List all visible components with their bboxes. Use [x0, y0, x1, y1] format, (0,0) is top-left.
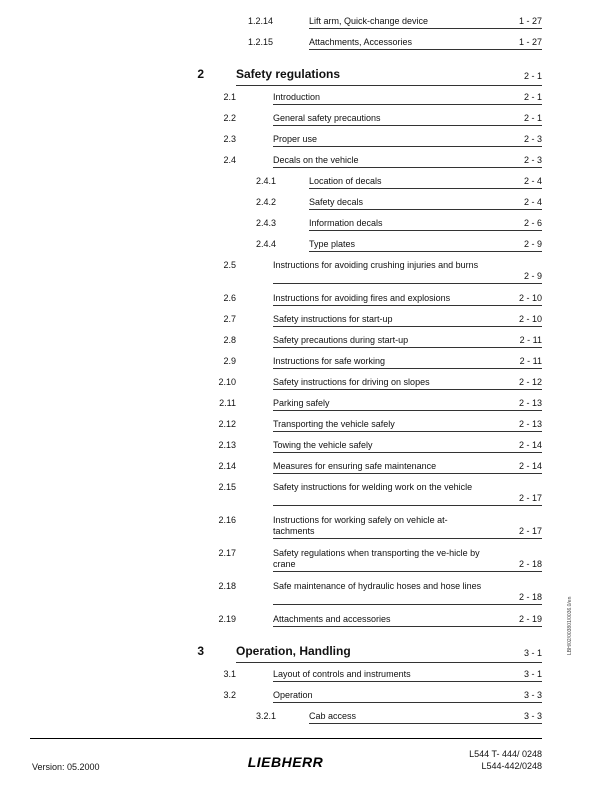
- toc-entry-title: General safety precautions: [273, 113, 381, 123]
- toc-entry-number: 3.2: [223, 690, 236, 700]
- toc-entry-page: 2 - 13: [518, 398, 542, 408]
- toc-entry-number: 2.19: [218, 614, 236, 624]
- toc-entry[interactable]: [0, 711, 612, 725]
- toc-entry-number: 2.4.4: [255, 239, 276, 249]
- toc-entry-underline: [309, 28, 542, 29]
- toc-entry[interactable]: [0, 440, 612, 454]
- toc-entry[interactable]: [0, 176, 612, 190]
- toc-entry[interactable]: [0, 419, 612, 433]
- toc-entry-page: 2 - 14: [518, 440, 542, 450]
- model-number-line-1: L544 T- 444/ 0248: [469, 749, 542, 759]
- toc-entry-underline: [273, 104, 542, 105]
- logo-text: LIEBHERR: [247, 755, 324, 769]
- toc-entry-page: 1 - 27: [518, 16, 542, 26]
- toc-entry-title: Information decals: [309, 218, 383, 228]
- toc-entry-title: Measures for ensuring safe maintenance: [273, 461, 437, 471]
- toc-entry-title: Operation: [273, 690, 313, 700]
- toc-entry-number: 2.14: [218, 461, 236, 471]
- toc-entry-page: 2 - 13: [518, 419, 542, 429]
- toc-entry-underline: [273, 167, 542, 168]
- toc-entry-title: Cab access: [309, 711, 357, 721]
- toc-entry-page: 2 - 10: [518, 314, 542, 324]
- toc-entry-page: 2 - 4: [523, 176, 542, 186]
- toc-entry-title: Safe maintenance of hydraulic hoses and hose lines: [273, 581, 482, 591]
- toc-entry[interactable]: [0, 461, 612, 475]
- toc-entry-number: 2.4.1: [255, 176, 276, 186]
- toc-entry-page: 2 - 19: [518, 614, 542, 624]
- toc-entry[interactable]: [0, 260, 612, 285]
- toc-entry-number: 3.1: [223, 669, 236, 679]
- toc-entry-number: 2.2: [223, 113, 236, 123]
- toc-entry-page: 2 - 18: [518, 559, 542, 569]
- toc-entry-title: Attachments, Accessories: [309, 37, 413, 47]
- toc-entry[interactable]: [0, 314, 612, 328]
- toc-entry[interactable]: [0, 377, 612, 391]
- toc-entry-underline: [273, 473, 542, 474]
- toc-entry-number: 2.15: [218, 482, 236, 492]
- toc-entry-number: 2.6: [223, 293, 236, 303]
- toc-entry-number: 3.2.1: [255, 711, 276, 721]
- toc-entry-underline: [273, 571, 542, 572]
- toc-entry-title: Proper use: [273, 134, 318, 144]
- toc-entry-underline: [273, 681, 542, 682]
- toc-entry[interactable]: [0, 113, 612, 127]
- toc-entry-number: 2.9: [223, 356, 236, 366]
- toc-entry-title: Safety instructions for start-up: [273, 314, 393, 324]
- toc-entry-underline: [273, 305, 542, 306]
- toc-entry-underline: [273, 326, 542, 327]
- toc-entry-number: 2.16: [218, 515, 236, 525]
- toc-entry-title: Type plates: [309, 239, 356, 249]
- toc-entry-page: 2 - 14: [518, 461, 542, 471]
- footer-divider: [30, 738, 542, 739]
- toc-entry-title: Instructions for working safely on vehicle at-tachments: [273, 515, 448, 536]
- toc-entry[interactable]: [0, 398, 612, 412]
- toc-entry-title: Decals on the vehicle: [273, 155, 359, 165]
- toc-entry-page: 2 - 1: [523, 71, 542, 81]
- toc-entry-title: Location of decals: [309, 176, 382, 186]
- toc-entry-underline: [309, 209, 542, 210]
- toc-entry-title: Safety decals: [309, 197, 364, 207]
- toc-entry-title: Attachments and accessories: [273, 614, 391, 624]
- toc-entry-number: 1.2.14: [247, 16, 273, 26]
- liebherr-logo: [238, 755, 333, 769]
- toc-entry-number: 2.5: [223, 260, 236, 270]
- toc-entry-number: 2.8: [223, 335, 236, 345]
- toc-entry-page: 2 - 11: [519, 335, 542, 345]
- toc-entry-page: 3 - 1: [523, 669, 542, 679]
- toc-entry[interactable]: [0, 690, 612, 704]
- toc-entry-number: 2.4.2: [255, 197, 276, 207]
- toc-entry-underline: [273, 626, 542, 627]
- toc-entry-number: 2.3: [223, 134, 236, 144]
- toc-entry-title: Introduction: [273, 92, 321, 102]
- toc-entry-title: Safety regulations: [236, 67, 341, 81]
- toc-entry-underline: [273, 283, 542, 284]
- toc-entry-underline: [273, 389, 542, 390]
- toc-entry-page: 2 - 3: [523, 155, 542, 165]
- toc-entry-title: Instructions for avoiding fires and explosions: [273, 293, 451, 303]
- toc-entry[interactable]: [0, 646, 612, 664]
- toc-entry-number: 1.2.15: [247, 37, 273, 47]
- toc-entry-title: Safety regulations when transporting the ve-hicle by crane: [273, 548, 480, 569]
- toc-entry-number: 2: [197, 67, 204, 81]
- toc-entry-page: 2 - 6: [523, 218, 542, 228]
- toc-entry[interactable]: [0, 239, 612, 253]
- toc-entry-title: Instructions for safe working: [273, 356, 386, 366]
- toc-entry[interactable]: [0, 356, 612, 370]
- toc-entry-title: Safety instructions for driving on slopes: [273, 377, 430, 387]
- toc-entry-number: 3: [197, 644, 204, 658]
- toc-entry-title: Instructions for avoiding crushing injuries and burns: [273, 260, 479, 270]
- toc-entry-underline: [236, 85, 542, 86]
- toc-entry-number: 2.17: [218, 548, 236, 558]
- toc-entry-page: 2 - 4: [523, 197, 542, 207]
- toc-entry-underline: [273, 347, 542, 348]
- model-number-line-2: L544-442/0248: [481, 761, 542, 771]
- toc-entry-number: 2.13: [218, 440, 236, 450]
- toc-entry-underline: [236, 662, 542, 663]
- toc-entry-title: Transporting the vehicle safely: [273, 419, 395, 429]
- toc-entry[interactable]: [0, 614, 612, 628]
- toc-entry[interactable]: [0, 134, 612, 148]
- toc-entry[interactable]: [0, 482, 612, 507]
- toc-entry-page: 2 - 11: [519, 356, 542, 366]
- toc-entry-underline: [273, 505, 542, 506]
- toc-entry-underline: [273, 702, 542, 703]
- toc-entry[interactable]: [0, 155, 612, 169]
- toc-entry-title: Parking safely: [273, 398, 330, 408]
- toc-entry-title: Safety instructions for welding work on the vehicle: [273, 482, 473, 492]
- toc-entry[interactable]: [0, 218, 612, 232]
- toc-entry-page: 2 - 18: [518, 592, 542, 602]
- toc-entry-page: 1 - 27: [518, 37, 542, 47]
- toc-entry-number: 2.7: [223, 314, 236, 324]
- toc-entry-number: 2.18: [218, 581, 236, 591]
- toc-entry-underline: [309, 188, 542, 189]
- toc-entry-page: 2 - 9: [523, 239, 542, 249]
- toc-entry-underline: [309, 251, 542, 252]
- toc-entry-number: 2.4.3: [255, 218, 276, 228]
- toc-entry-underline: [273, 125, 542, 126]
- toc-entry-underline: [309, 723, 542, 724]
- toc-entry-number: 2.12: [218, 419, 236, 429]
- toc-entry[interactable]: [0, 515, 612, 540]
- toc-entry-number: 2.11: [219, 398, 236, 408]
- toc-entry-page: 2 - 1: [523, 113, 542, 123]
- toc-entry-page: 3 - 3: [523, 711, 542, 721]
- toc-entry[interactable]: [0, 197, 612, 211]
- toc-entry[interactable]: [0, 37, 612, 51]
- toc-entry-page: 2 - 17: [518, 526, 542, 536]
- toc-entry-page: 3 - 3: [523, 690, 542, 700]
- toc-entry[interactable]: [0, 293, 612, 307]
- toc-entry-number: 2.10: [218, 377, 236, 387]
- document-code: LBH/02/003801/0036.0/en: [567, 596, 573, 655]
- toc-entry[interactable]: [0, 581, 612, 606]
- toc-entry-underline: [273, 452, 542, 453]
- toc-entry-underline: [309, 49, 542, 50]
- toc-entry-underline: [273, 368, 542, 369]
- toc-entry-number: 2.1: [223, 92, 236, 102]
- toc-entry[interactable]: [0, 335, 612, 349]
- toc-entry-underline: [273, 431, 542, 432]
- toc-entry-underline: [273, 604, 542, 605]
- toc-entry-title: Layout of controls and instruments: [273, 669, 411, 679]
- toc-entry-underline: [273, 538, 542, 539]
- toc-entry-page: 2 - 17: [518, 493, 542, 503]
- toc-entry-underline: [273, 146, 542, 147]
- version-label: Version: 05.2000: [32, 762, 100, 772]
- toc-entry-page: 3 - 1: [523, 648, 542, 658]
- toc-entry-title: Lift arm, Quick-change device: [309, 16, 429, 26]
- toc-entry[interactable]: [0, 669, 612, 683]
- toc-entry-page: 2 - 12: [518, 377, 542, 387]
- toc-entry-title: Operation, Handling: [236, 644, 351, 658]
- toc-entry-number: 2.4: [223, 155, 236, 165]
- toc-entry[interactable]: [0, 92, 612, 106]
- toc-entry-title: Safety precautions during start-up: [273, 335, 409, 345]
- toc-entry-underline: [309, 230, 542, 231]
- toc-entry-page: 2 - 3: [523, 134, 542, 144]
- toc-entry-underline: [273, 410, 542, 411]
- toc-entry-page: 2 - 1: [523, 92, 542, 102]
- toc-entry[interactable]: [0, 548, 612, 573]
- toc-entry[interactable]: [0, 69, 612, 87]
- toc-entry[interactable]: [0, 16, 612, 30]
- toc-entry-page: 2 - 9: [523, 271, 542, 281]
- toc-entry-title: Towing the vehicle safely: [273, 440, 373, 450]
- toc-entry-page: 2 - 10: [518, 293, 542, 303]
